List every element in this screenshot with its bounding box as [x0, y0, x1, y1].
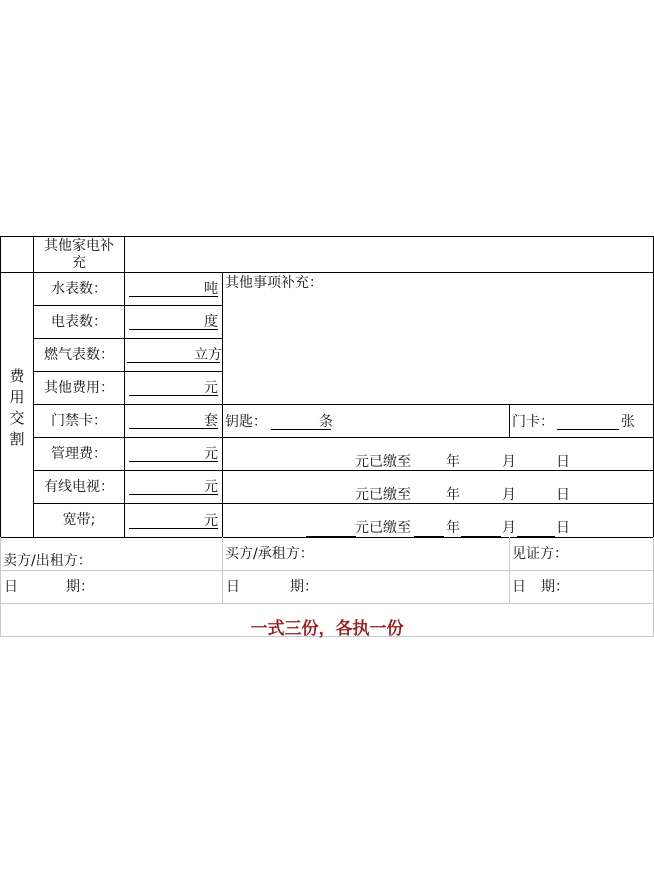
- electric-unit: 度: [204, 314, 218, 330]
- paid-day-line[interactable]: [517, 470, 555, 471]
- witness-date-qi: 期：: [541, 579, 569, 595]
- water-unit: 吨: [204, 281, 218, 297]
- paid-amount-line2[interactable]: [414, 503, 444, 504]
- paid-day-text: 日: [556, 520, 570, 536]
- broadband-unit: 元: [204, 513, 218, 529]
- paid-month-text: 月: [502, 520, 516, 536]
- paid-day-line[interactable]: [517, 536, 555, 537]
- copies-note: 一式三份，各执一份: [250, 619, 404, 639]
- door-card-value-line[interactable]: [557, 429, 619, 430]
- seller-label: 卖方/出租方：: [3, 553, 92, 569]
- broadband-label: 宽带;: [62, 512, 96, 528]
- paid-amount-line2[interactable]: [414, 470, 444, 471]
- other-matters-label: 其他事项补充：: [225, 275, 323, 291]
- access-card-unit: 套: [204, 413, 218, 429]
- paid-day-text: 日: [556, 487, 570, 503]
- seller-date-ri: 日: [4, 579, 18, 595]
- paid-amount-line[interactable]: [306, 503, 356, 504]
- water-label: 水表数：: [51, 280, 107, 297]
- buyer-date-ri: 日: [226, 579, 240, 595]
- fee-section-label: 费用交割: [9, 367, 25, 448]
- paid-month-text: 月: [502, 487, 516, 503]
- appliance-extra-text: 其他家电补充: [44, 237, 114, 271]
- gas-label: 燃气表数：: [44, 346, 114, 363]
- appliance-extra-label: [36, 237, 122, 272]
- paid-year-text: 年: [446, 454, 460, 470]
- paid-amount-line[interactable]: [306, 470, 356, 471]
- door-card-unit: 张: [621, 414, 635, 430]
- management-unit: 元: [204, 446, 218, 462]
- paid-amount-line[interactable]: [306, 536, 356, 537]
- witness-label: 见证方：: [512, 546, 568, 562]
- witness-date-ri: 日: [512, 579, 526, 595]
- buyer-label: 买方/承租方：: [225, 546, 314, 562]
- key-label: 钥匙：: [225, 414, 267, 430]
- access-card-label: 门禁卡：: [51, 412, 107, 429]
- paid-month-line[interactable]: [461, 536, 501, 537]
- paid-month-line[interactable]: [461, 503, 501, 504]
- electric-label: 电表数：: [51, 313, 107, 330]
- paid-day-line[interactable]: [517, 503, 555, 504]
- other-fee-label: 其他费用：: [44, 379, 114, 396]
- seller-date-qi: 期：: [66, 579, 94, 595]
- cable-tv-label: 有线电视：: [44, 478, 114, 495]
- door-card-label: 门卡：: [512, 414, 554, 430]
- cable-tv-unit: 元: [204, 479, 218, 495]
- paid-month-text: 月: [502, 454, 516, 470]
- key-unit: 条: [319, 414, 333, 430]
- other-fee-unit: 元: [204, 380, 218, 396]
- paid-amount-line2[interactable]: [414, 536, 444, 537]
- paid-month-line[interactable]: [461, 470, 501, 471]
- gas-unit: 立方: [194, 347, 222, 363]
- paid-yuan-text: 元已缴至: [355, 487, 411, 503]
- management-fee-label: 管理费：: [51, 445, 107, 462]
- paid-day-text: 日: [556, 454, 570, 470]
- paid-year-text: 年: [446, 487, 460, 503]
- buyer-date-qi: 期：: [290, 579, 318, 595]
- paid-yuan-text: 元已缴至: [355, 520, 411, 536]
- paid-yuan-text: 元已缴至: [355, 454, 411, 470]
- paid-year-text: 年: [446, 520, 460, 536]
